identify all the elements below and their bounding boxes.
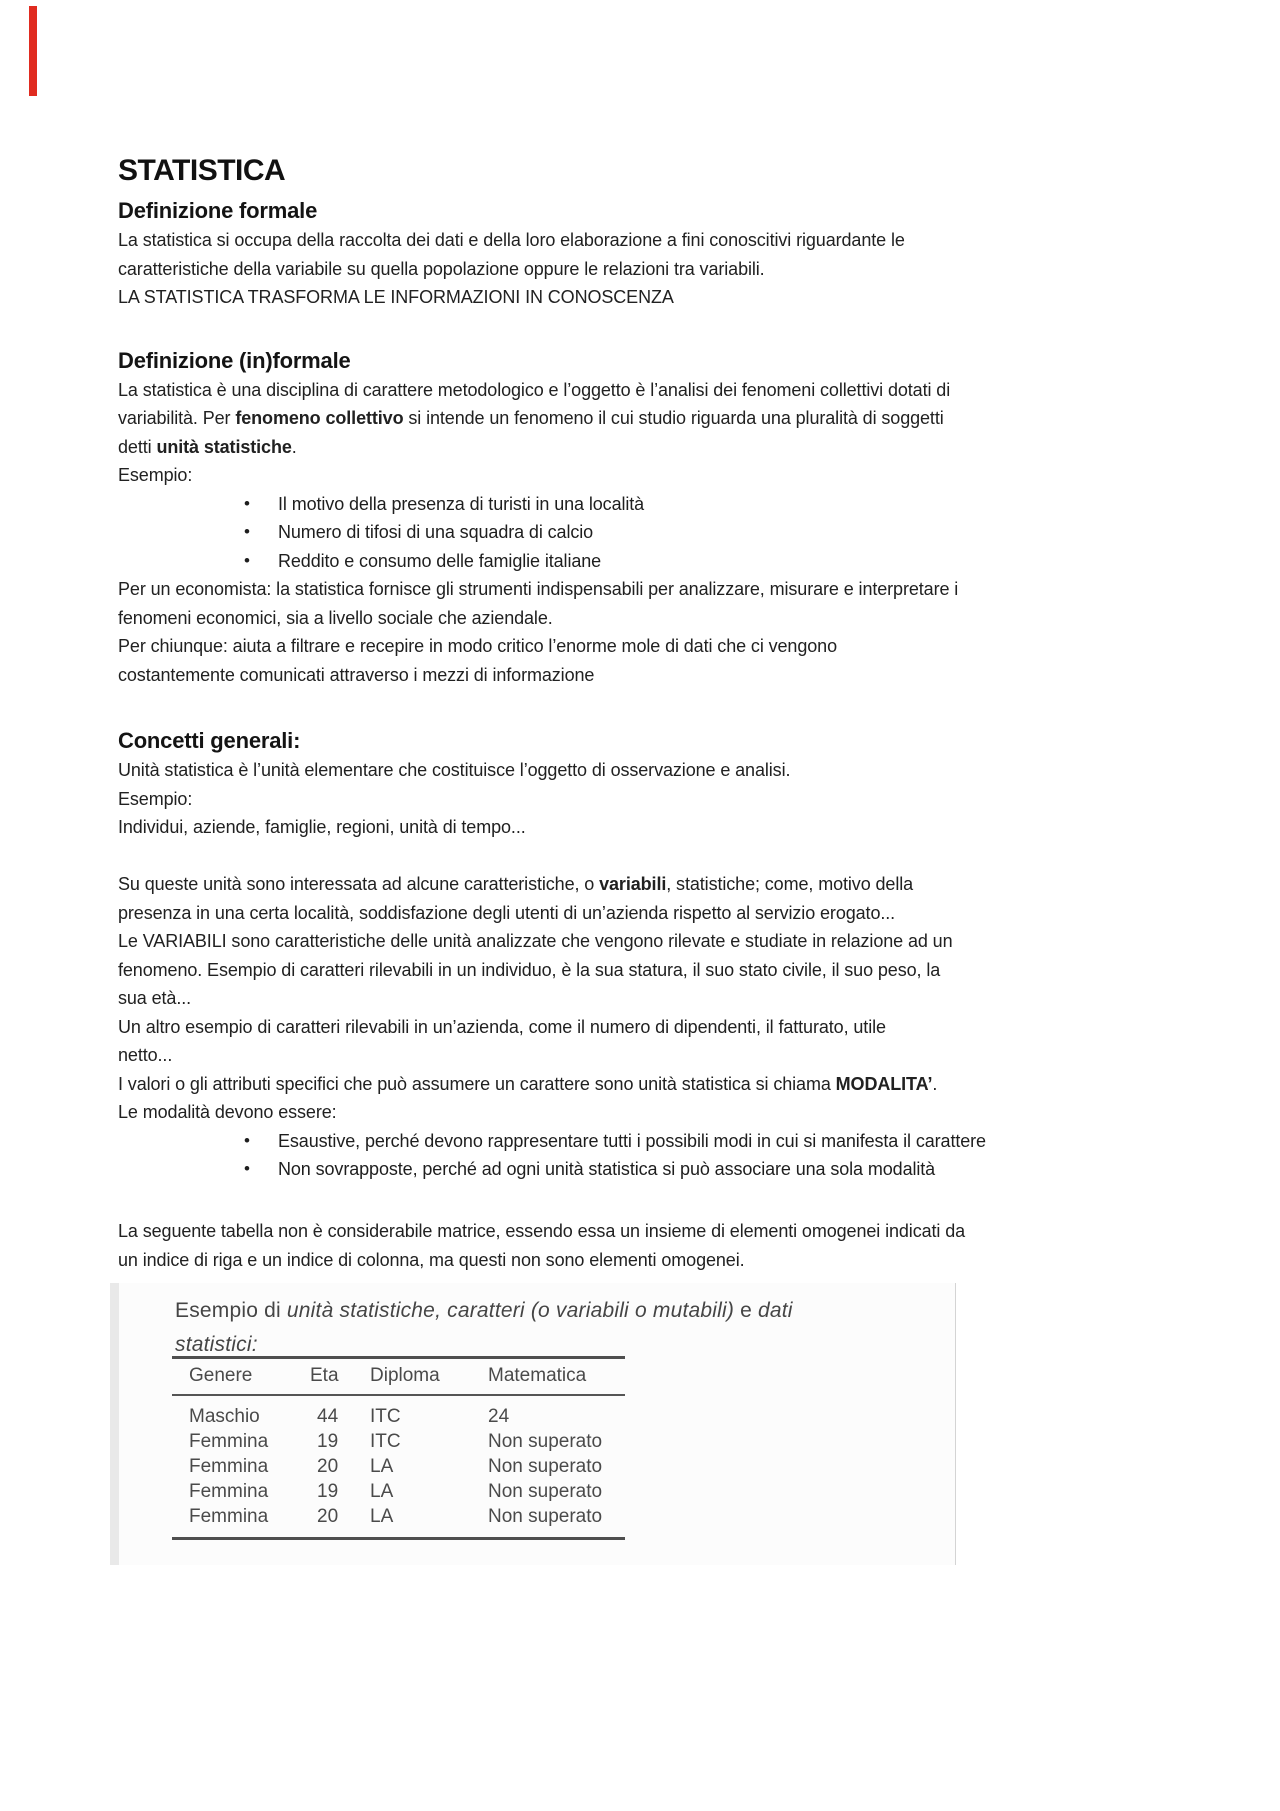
- table-cell: Femmina: [189, 1456, 269, 1477]
- list-item: [118, 1155, 1158, 1184]
- document-content: [118, 0, 1158, 1565]
- table-cell: 44: [317, 1406, 339, 1427]
- text-line: fenomeni economici, sia a livello sociale che aziendale.: [118, 607, 553, 628]
- text-line: sua età...: [118, 988, 192, 1008]
- text-segment: si intende un fenomeno il cui studio riguarda una pluralità di soggetti: [403, 408, 944, 428]
- table-rule-top: [172, 1356, 625, 1359]
- text-segment: unità statistiche: [156, 436, 292, 457]
- text-line: LA STATISTICA TRASFORMA LE INFORMAZIONI IN CONOSCENZA: [118, 287, 674, 307]
- table-cell: Non superato: [488, 1456, 603, 1477]
- text-segment: .: [932, 1073, 938, 1094]
- list-item: [118, 547, 1158, 576]
- text-line: [118, 870, 1158, 899]
- text-line: [118, 1070, 1158, 1099]
- table-row: [110, 1430, 955, 1454]
- paragraph-economista-chiunque: [118, 575, 1158, 689]
- table-cell: Femmina: [189, 1481, 269, 1502]
- text-line: La statistica si occupa della raccolta dei dati e della loro elaborazione a fini conoscitivi riguardante le: [118, 230, 905, 250]
- text-segment: detti: [118, 436, 157, 457]
- column-header: Eta: [310, 1365, 339, 1386]
- table-cell: Non superato: [488, 1506, 603, 1527]
- text-line: Unità statistica è l’unità elementare che costituisce l’oggetto di osservazione e analisi.: [118, 760, 791, 780]
- text-segment: Su queste unità sono interessata ad alcune caratteristiche, o: [118, 874, 600, 894]
- text-line: Esempio:: [118, 465, 193, 485]
- text-segment: variabilità. Per: [118, 408, 236, 428]
- text-segment: fenomeno collettivo: [235, 408, 404, 428]
- text-segment: MODALITA’: [835, 1073, 933, 1094]
- text-segment: .: [291, 436, 297, 457]
- table-cell: 24: [488, 1406, 510, 1427]
- text-segment: dati: [757, 1299, 793, 1322]
- table-header-row: [110, 1364, 955, 1388]
- bullet-list-modalita: [118, 1127, 1158, 1184]
- table-cell: Maschio: [189, 1406, 260, 1427]
- table-row: [110, 1480, 955, 1504]
- section-heading-concetti-generali: Concetti generali:: [118, 728, 301, 753]
- list-item: [118, 1127, 1158, 1156]
- text-line: Le VARIABILI sono caratteristiche delle unità analizzate che vengono rilevate e studiate in relazione ad un: [118, 931, 953, 951]
- bullet-icon: •: [244, 493, 250, 513]
- text-line: fenomeno. Esempio di caratteri rilevabili in un individuo, è la sua statura, il suo stato civile, il suo peso, la: [118, 959, 941, 980]
- paragraph-tabella: [118, 1217, 1158, 1274]
- section-heading-definizione-informale: Definizione (in)formale: [118, 347, 351, 373]
- bullet-list-esempi: [118, 490, 1158, 576]
- table-rule-bottom: [172, 1537, 625, 1540]
- table-cell: 19: [317, 1481, 339, 1502]
- bullet-icon: •: [244, 1130, 250, 1150]
- table-cell: ITC: [370, 1406, 401, 1427]
- paragraph-concetti-generali: [118, 756, 1158, 1127]
- text-segment: , statistiche; come, motivo della: [666, 874, 914, 894]
- text-segment: variabili: [599, 874, 667, 894]
- bullet-text: Non sovrapposte, perché ad ogni unità statistica si può associare una sola modalità: [278, 1159, 936, 1179]
- text-line: costantemente comunicati attraverso i mezzi di informazione: [118, 664, 595, 685]
- text-segment: :: [251, 1333, 258, 1356]
- text-segment: unità statistiche, caratteri (o variabili o mutabili): [286, 1299, 735, 1322]
- page-edge-marker: [29, 6, 37, 96]
- section-heading-definizione-formale: Definizione formale: [118, 198, 318, 223]
- text-line: Per chiunque: aiuta a filtrare e recepire in modo critico l’enorme mole di dati che ci vengono: [118, 636, 837, 656]
- bullet-icon: •: [244, 522, 250, 541]
- figure-caption-line1: [175, 1297, 793, 1325]
- page-title: STATISTICA: [118, 154, 286, 187]
- table-cell: Femmina: [189, 1431, 269, 1452]
- table-row: [110, 1405, 955, 1429]
- text-segment: I valori o gli attributi specifici che può assumere un carattere sono unità statistica si chiama: [118, 1073, 836, 1094]
- text-line: [118, 842, 1158, 871]
- table-row: [110, 1455, 955, 1479]
- table-cell: 20: [317, 1506, 339, 1527]
- table-cell: LA: [370, 1481, 394, 1502]
- text-line: presenza in una certa località, soddisfazione degli utenti di un’azienda rispetto al servizio erogato...: [118, 902, 896, 923]
- text-segment: Esempio di: [175, 1299, 287, 1322]
- table-cell: 20: [317, 1456, 339, 1477]
- paragraph-definizione-formale: [118, 226, 1158, 312]
- column-header: Diploma: [370, 1365, 440, 1386]
- bullet-text: Il motivo della presenza di turisti in una località: [278, 493, 645, 514]
- text-segment: e: [734, 1299, 758, 1322]
- table-row: [110, 1505, 955, 1529]
- bullet-icon: •: [244, 1159, 250, 1178]
- text-line: [118, 433, 1158, 462]
- paragraph-definizione-informale: [118, 376, 1158, 490]
- table-rule-header: [172, 1394, 625, 1396]
- table-cell: LA: [370, 1506, 394, 1527]
- embedded-figure: [110, 1283, 956, 1565]
- text-line: [118, 404, 1158, 433]
- text-line: Le modalità devono essere:: [118, 1102, 337, 1122]
- figure-caption-line2: [175, 1331, 258, 1359]
- text-line: caratteristiche della variabile su quella popolazione oppure le relazioni tra variabili.: [118, 258, 765, 279]
- table-cell: 19: [317, 1431, 339, 1452]
- text-segment: statistici: [175, 1333, 252, 1356]
- bullet-icon: •: [244, 550, 250, 570]
- bullet-text: Esaustive, perché devono rappresentare tutti i possibili modi in cui si manifesta il carattere: [278, 1130, 986, 1151]
- table-cell: Non superato: [488, 1431, 603, 1452]
- text-line: Un altro esempio di caratteri rilevabili in un’azienda, come il numero di dipendenti, il fatturato, utile: [118, 1016, 886, 1037]
- text-line: Esempio:: [118, 788, 193, 809]
- column-header: Matematica: [488, 1365, 587, 1386]
- table-cell: ITC: [370, 1431, 401, 1452]
- text-line: Per un economista: la statistica fornisce gli strumenti indispensabili per analizzare, misurare e interpretare i: [118, 579, 959, 599]
- text-line: La seguente tabella non è considerabile matrice, essendo essa un insieme di elementi omogenei indicati da: [118, 1221, 966, 1241]
- bullet-text: Numero di tifosi di una squadra di calcio: [278, 522, 594, 542]
- list-item: [118, 490, 1158, 519]
- table-cell: LA: [370, 1456, 394, 1477]
- column-header: Genere: [189, 1365, 253, 1386]
- text-line: La statistica è una disciplina di carattere metodologico e l’oggetto è l’analisi dei fenomeni collettivi dotati di: [118, 379, 951, 400]
- table-cell: Non superato: [488, 1481, 603, 1502]
- list-item: [118, 518, 1158, 547]
- text-line: Individui, aziende, famiglie, regioni, unità di tempo...: [118, 817, 526, 837]
- bullet-text: Reddito e consumo delle famiglie italiane: [278, 550, 602, 571]
- table-cell: Femmina: [189, 1506, 269, 1527]
- text-line: netto...: [118, 1045, 173, 1065]
- text-line: un indice di riga e un indice di colonna, ma questi non sono elementi omogenei.: [118, 1249, 745, 1270]
